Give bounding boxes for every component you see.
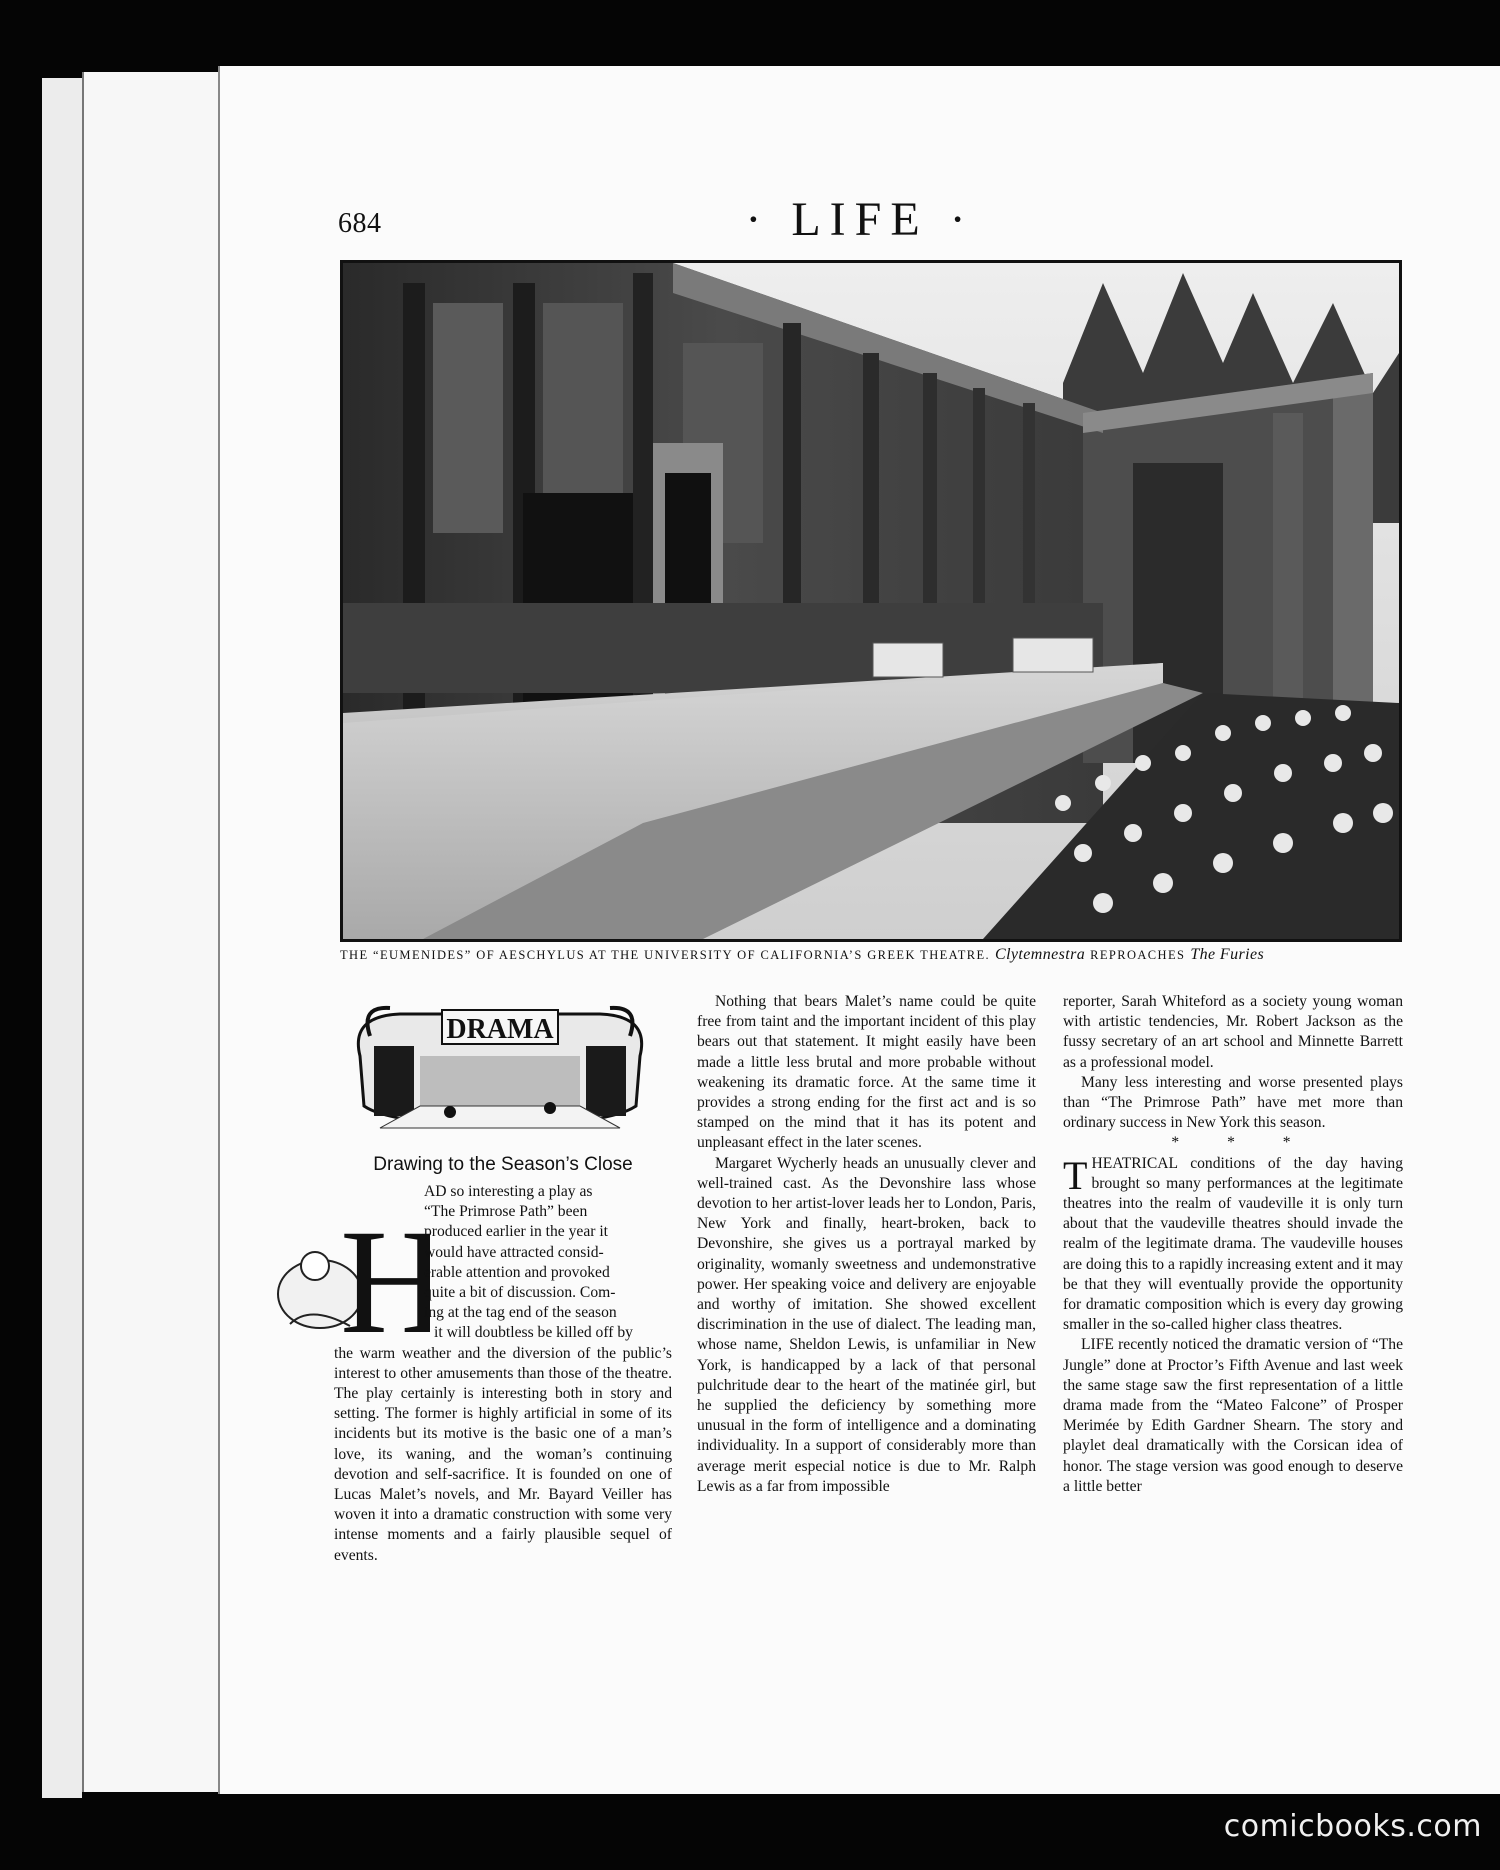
col1-paragraph-rest: the warm weather and the diversion of the public’s interest to other amusements than those of the theatre. The play certainly is interesting both in story and setting. The former is highly artificial in some of its incidents but its motive is the basic one of a man’s love, its waning, and the woman’s continuing devotion and self-sacrifice. It is founded on one of Lucas Malet’s novels, and Mr. Bayard Veiller has woven it into a dramatic construction with some very intense moments and a fairly plausible sequel of events. bbox=[334, 1344, 672, 1564]
col1-line-2: “The Primrose Path” been bbox=[424, 1203, 588, 1221]
col1-line-4: would have attracted consid- bbox=[424, 1243, 604, 1261]
col3-paragraph-2: Many less interesting and worse presented plays than “The Primrose Path” have met more than ordinary success in New York this season. bbox=[1063, 1073, 1403, 1132]
caption-italic-furies: The Furies bbox=[1190, 946, 1265, 963]
caption-italic-clytemnestra: Clytemnestra bbox=[995, 946, 1086, 963]
col2-paragraph-1: Nothing that bears Malet’s name could be quite free from taint and the important incident of this play bears out that statement. It might easily have been made a little less brutal and more probable without weakening its dramatic force. At the same time it provides a strong ending for the first act and is so stamped on the mind that it has its potent and unpleasant effect in the later scenes. bbox=[697, 993, 1036, 1152]
col1-line-1: AD so interesting a play as bbox=[424, 1183, 593, 1200]
column-3 bbox=[1063, 992, 1403, 1497]
column-1 bbox=[334, 1182, 672, 1566]
col1-line-3: produced earlier in the year it bbox=[424, 1223, 609, 1241]
col3-paragraph-3-text: HEATRICAL conditions of the day having brought so many performances at the legitimate theatres into the realm of vaudeville it is only turn about that the vaudeville theatres should invade the realm of the legitimate drama. The vaudeville houses are doing this to a rapidly increasing extent and it may be that they will eventually provide the opportunity for dramatic composition which is every day growing smaller in the so-called higher class theatres. bbox=[1063, 1154, 1403, 1334]
col3-paragraph-4 bbox=[1063, 1335, 1403, 1497]
column-2 bbox=[697, 992, 1036, 1497]
col1-line-7: ing at the tag end of the season bbox=[424, 1304, 617, 1322]
site-watermark: comicbooks.com bbox=[1223, 1809, 1482, 1844]
life-small-caps: LIFE bbox=[1081, 1336, 1114, 1354]
col1-line-8: it will doubtless be killed off by bbox=[434, 1324, 633, 1342]
col3-paragraph-4-text: recently noticed the dramatic version of “The Jungle” done at Proctor’s Fifth Avenue and last week the same stage saw the first representation of a little drama made from the “Mateo Falcone” of Prosper Merimée by Edith Gardner Shearn. The story and playlet deal dramatically with the Corsican idea of honor. The stage version was good enough to deserve a little better bbox=[1063, 1336, 1403, 1495]
col1-line-6: quite a bit of discussion. Com- bbox=[424, 1284, 616, 1302]
article-heading: Drawing to the Season’s Close bbox=[373, 1154, 633, 1175]
masthead: · LIFE · bbox=[745, 193, 975, 246]
dropcap-letter: H bbox=[340, 1199, 430, 1344]
col3-paragraph-1: reporter, Sarah Whiteford as a society young woman with artistic tendencies, Mr. Robert Jackson as the fussy secretary of an art school and Minnette Barrett as a professional model. bbox=[1063, 993, 1403, 1071]
col1-line-5: erable attention and provoked bbox=[424, 1263, 610, 1281]
drama-banner-label: DRAMA bbox=[446, 1014, 554, 1045]
back-sheet-edge bbox=[42, 78, 82, 1798]
page-number: 684 bbox=[338, 208, 382, 239]
caption-mid: REPROACHES bbox=[1090, 948, 1186, 962]
col3-paragraph-3 bbox=[1063, 1154, 1403, 1336]
col3-dropcap: T bbox=[1063, 1152, 1088, 1198]
caption-prefix: THE “EUMENIDES” OF AESCHYLUS AT THE UNIVERSITY OF CALIFORNIA’S GREEK THEATRE. bbox=[340, 948, 991, 962]
back-sheet bbox=[82, 72, 224, 1792]
theatre-photograph bbox=[340, 260, 1402, 942]
section-divider-stars: * * * bbox=[1171, 1134, 1313, 1152]
drama-banner-illustration bbox=[340, 996, 660, 1134]
photo-caption bbox=[340, 946, 1400, 964]
col2-paragraph-2: Margaret Wycherly heads an unusually clever and well-trained cast. As the Devonshire lass whose devotion to her artist-lover leads her to London, Paris, New York and finally, heart-broken, back to Devonshire, she gives us a portrayal marked by originality, womanly sweetness and undemonstrative power. Her speaking voice and delivery are enjoyable and worthy of imitation. She showed excellent discrimination in the use of dialect. The leading man, whose name, Sheldon Lewis, is unfamiliar in New York, is handicapped by a lack of that personal pulchritude dear to the heart of the matinée girl, but he supplied the deficiency by something more unusual in the form of intelligence and a dominating individuality. In a support of considerably more than average merit especial notice is due to Mr. Ralph Lewis as a far from impossible bbox=[697, 1154, 1036, 1495]
